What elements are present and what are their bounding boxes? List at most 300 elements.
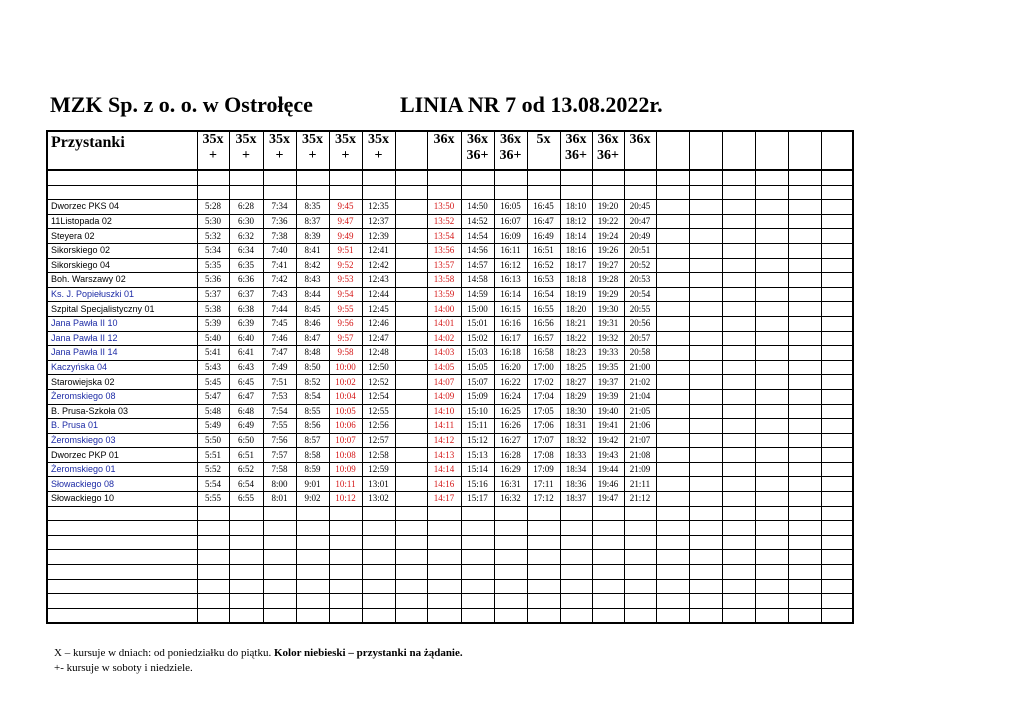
departure-time: 14:09 (427, 389, 461, 404)
departure-time: 7:55 (263, 419, 296, 434)
departure-time: 18:17 (560, 258, 592, 273)
departure-time: 19:20 (592, 200, 624, 215)
stop-row (47, 229, 853, 244)
stop-name: Szpital Specjalistyczny 01 (47, 302, 197, 317)
course-header: 36x 36+ (560, 131, 592, 170)
departure-time (722, 492, 755, 507)
departure-time (395, 258, 427, 273)
departure-time (755, 419, 788, 434)
departure-time: 19:42 (592, 433, 624, 448)
departure-time (689, 462, 722, 477)
departure-time (788, 477, 821, 492)
departure-time: 10:12 (329, 492, 362, 507)
departure-time: 21:06 (624, 419, 656, 434)
departure-time: 12:39 (362, 229, 395, 244)
departure-time: 19:28 (592, 273, 624, 288)
departure-time: 6:36 (229, 273, 263, 288)
departure-time: 19:27 (592, 258, 624, 273)
departure-time (788, 389, 821, 404)
departure-time (689, 492, 722, 507)
departure-time: 20:51 (624, 243, 656, 258)
departure-time: 18:16 (560, 243, 592, 258)
departure-time: 12:41 (362, 243, 395, 258)
departure-time: 17:00 (527, 360, 560, 375)
stop-row (47, 200, 853, 215)
departure-time: 18:20 (560, 302, 592, 317)
departure-time: 12:54 (362, 389, 395, 404)
departure-time (656, 316, 689, 331)
departure-time: 5:50 (197, 433, 229, 448)
departure-time: 14:02 (427, 331, 461, 346)
departure-time: 14:10 (427, 404, 461, 419)
departure-time (395, 273, 427, 288)
empty-row (47, 594, 853, 609)
course-header: 35x + (296, 131, 329, 170)
stop-name: B. Prusa-Szkoła 03 (47, 404, 197, 419)
departure-time: 8:59 (296, 462, 329, 477)
departure-time: 5:32 (197, 229, 229, 244)
departure-time (395, 331, 427, 346)
departure-time (656, 375, 689, 390)
departure-time (722, 389, 755, 404)
departure-time: 18:14 (560, 229, 592, 244)
departure-time (689, 389, 722, 404)
departure-time (755, 243, 788, 258)
departure-time (395, 287, 427, 302)
departure-time: 6:51 (229, 448, 263, 463)
departure-time (722, 448, 755, 463)
departure-time: 9:54 (329, 287, 362, 302)
departure-time: 17:06 (527, 419, 560, 434)
departure-time: 5:43 (197, 360, 229, 375)
departure-time: 19:44 (592, 462, 624, 477)
departure-time: 8:01 (263, 492, 296, 507)
header-row (47, 131, 853, 170)
departure-time: 16:18 (494, 346, 527, 361)
departure-time (755, 492, 788, 507)
departure-time: 12:48 (362, 346, 395, 361)
departure-time (656, 258, 689, 273)
departure-time: 6:55 (229, 492, 263, 507)
departure-time: 9:57 (329, 331, 362, 346)
departure-time: 16:27 (494, 433, 527, 448)
departure-time: 9:45 (329, 200, 362, 215)
departure-time (821, 419, 853, 434)
departure-time: 20:53 (624, 273, 656, 288)
departure-time: 13:54 (427, 229, 461, 244)
departure-time: 10:08 (329, 448, 362, 463)
departure-time (395, 462, 427, 477)
departure-time (821, 200, 853, 215)
departure-time: 19:35 (592, 360, 624, 375)
departure-time: 9:55 (329, 302, 362, 317)
departure-time: 14:07 (427, 375, 461, 390)
departure-time (788, 316, 821, 331)
departure-time: 9:56 (329, 316, 362, 331)
departure-time (821, 316, 853, 331)
departure-time: 14:50 (461, 200, 494, 215)
departure-time: 8:39 (296, 229, 329, 244)
empty-row (47, 535, 853, 550)
departure-time: 15:07 (461, 375, 494, 390)
departure-time: 12:46 (362, 316, 395, 331)
departure-time (821, 404, 853, 419)
departure-time: 17:08 (527, 448, 560, 463)
departure-time: 5:36 (197, 273, 229, 288)
departure-time: 15:17 (461, 492, 494, 507)
departure-time: 5:41 (197, 346, 229, 361)
departure-time (689, 375, 722, 390)
departure-time: 15:14 (461, 462, 494, 477)
departure-time: 18:25 (560, 360, 592, 375)
departure-time (395, 243, 427, 258)
departure-time (755, 214, 788, 229)
departure-time: 6:32 (229, 229, 263, 244)
departure-time: 7:34 (263, 200, 296, 215)
departure-time (656, 389, 689, 404)
stop-row (47, 477, 853, 492)
departure-time: 17:04 (527, 389, 560, 404)
departure-time: 6:34 (229, 243, 263, 258)
course-header (689, 131, 722, 170)
departure-time: 5:35 (197, 258, 229, 273)
empty-row (47, 185, 853, 200)
empty-row (47, 579, 853, 594)
departure-time: 14:01 (427, 316, 461, 331)
departure-time: 16:16 (494, 316, 527, 331)
departure-time: 19:47 (592, 492, 624, 507)
departure-time (755, 389, 788, 404)
departure-time (395, 492, 427, 507)
departure-time (821, 448, 853, 463)
footnote-weekdays-text: X – kursuje w dniach: od poniedziałku do piątku. (54, 647, 274, 659)
departure-time (656, 243, 689, 258)
departure-time (689, 331, 722, 346)
departure-time (656, 346, 689, 361)
departure-time: 9:47 (329, 214, 362, 229)
departure-time: 14:03 (427, 346, 461, 361)
empty-row (47, 170, 853, 185)
departure-time: 5:49 (197, 419, 229, 434)
departure-time (722, 419, 755, 434)
departure-time (689, 448, 722, 463)
departure-time: 7:49 (263, 360, 296, 375)
departure-time: 16:22 (494, 375, 527, 390)
departure-time (395, 316, 427, 331)
departure-time: 16:25 (494, 404, 527, 419)
course-header: 35x + (362, 131, 395, 170)
departure-time (788, 287, 821, 302)
stop-row (47, 302, 853, 317)
departure-time: 10:02 (329, 375, 362, 390)
stop-row (47, 404, 853, 419)
departure-time (821, 229, 853, 244)
departure-time: 18:36 (560, 477, 592, 492)
departure-time: 7:36 (263, 214, 296, 229)
departure-time: 12:59 (362, 462, 395, 477)
departure-time: 14:57 (461, 258, 494, 273)
departure-time: 12:47 (362, 331, 395, 346)
departure-time: 20:47 (624, 214, 656, 229)
departure-time (689, 229, 722, 244)
departure-time: 18:18 (560, 273, 592, 288)
departure-time: 19:22 (592, 214, 624, 229)
departure-time: 7:54 (263, 404, 296, 419)
departure-time (722, 243, 755, 258)
departure-time (821, 258, 853, 273)
footnote-request-text: Kolor niebieski – przystanki na żądanie. (273, 647, 463, 659)
departure-time: 8:37 (296, 214, 329, 229)
departure-time (788, 375, 821, 390)
departure-time (821, 243, 853, 258)
departure-time: 10:04 (329, 389, 362, 404)
departure-time (821, 375, 853, 390)
departure-time: 16:55 (527, 302, 560, 317)
departure-time (656, 287, 689, 302)
departure-time (656, 302, 689, 317)
departure-time: 5:28 (197, 200, 229, 215)
departure-time: 16:49 (527, 229, 560, 244)
stop-name: Sikorskiego 02 (47, 243, 197, 258)
departure-time: 16:07 (494, 214, 527, 229)
departure-time: 5:37 (197, 287, 229, 302)
timetable-table (46, 130, 854, 624)
empty-row (47, 565, 853, 580)
departure-time (395, 375, 427, 390)
departure-time (788, 200, 821, 215)
departure-time: 8:56 (296, 419, 329, 434)
departure-time (821, 302, 853, 317)
departure-time: 16:58 (527, 346, 560, 361)
stop-row (47, 360, 853, 375)
departure-time: 7:58 (263, 462, 296, 477)
departure-time: 6:30 (229, 214, 263, 229)
departure-time (755, 346, 788, 361)
departure-time: 16:15 (494, 302, 527, 317)
departure-time: 19:32 (592, 331, 624, 346)
departure-time: 14:52 (461, 214, 494, 229)
departure-time (788, 331, 821, 346)
departure-time: 16:14 (494, 287, 527, 302)
course-header: 35x + (329, 131, 362, 170)
course-header: 35x + (229, 131, 263, 170)
page-title (50, 92, 663, 118)
departure-time: 5:40 (197, 331, 229, 346)
empty-row (47, 506, 853, 521)
course-header: 35x + (263, 131, 296, 170)
departure-time: 12:57 (362, 433, 395, 448)
departure-time: 16:17 (494, 331, 527, 346)
departure-time (689, 287, 722, 302)
departure-time: 21:04 (624, 389, 656, 404)
course-header (788, 131, 821, 170)
departure-time: 16:29 (494, 462, 527, 477)
departure-time (656, 200, 689, 215)
departure-time (395, 389, 427, 404)
departure-time: 5:45 (197, 375, 229, 390)
departure-time: 13:02 (362, 492, 395, 507)
stop-row (47, 273, 853, 288)
departure-time: 7:47 (263, 346, 296, 361)
departure-time (821, 346, 853, 361)
departure-time: 8:00 (263, 477, 296, 492)
departure-time: 15:12 (461, 433, 494, 448)
departure-time: 9:58 (329, 346, 362, 361)
departure-time: 16:12 (494, 258, 527, 273)
departure-time (722, 331, 755, 346)
departure-time: 14:59 (461, 287, 494, 302)
departure-time (689, 316, 722, 331)
departure-time (656, 360, 689, 375)
departure-time: 18:19 (560, 287, 592, 302)
departure-time: 5:30 (197, 214, 229, 229)
stop-name: Steyera 02 (47, 229, 197, 244)
departure-time: 19:46 (592, 477, 624, 492)
course-header: 36x 36+ (592, 131, 624, 170)
departure-time: 8:58 (296, 448, 329, 463)
departure-time (689, 360, 722, 375)
departure-time: 5:38 (197, 302, 229, 317)
departure-time (656, 477, 689, 492)
departure-time (395, 360, 427, 375)
departure-time: 19:43 (592, 448, 624, 463)
departure-time (656, 214, 689, 229)
departure-time: 9:02 (296, 492, 329, 507)
departure-time: 20:54 (624, 287, 656, 302)
departure-time: 8:50 (296, 360, 329, 375)
departure-time: 8:43 (296, 273, 329, 288)
departure-time (689, 273, 722, 288)
stop-row (47, 448, 853, 463)
departure-time: 6:41 (229, 346, 263, 361)
company-title: MZK Sp. z o. o. w Ostrołęce (50, 92, 313, 117)
departure-time: 19:26 (592, 243, 624, 258)
stop-name: Boh. Warszawy 02 (47, 273, 197, 288)
departure-time: 12:37 (362, 214, 395, 229)
empty-row (47, 550, 853, 565)
departure-time (821, 287, 853, 302)
departure-time: 21:07 (624, 433, 656, 448)
departure-time (821, 477, 853, 492)
departure-time: 16:13 (494, 273, 527, 288)
departure-time: 18:30 (560, 404, 592, 419)
stop-row (47, 492, 853, 507)
departure-time (656, 404, 689, 419)
departure-time (395, 404, 427, 419)
departure-time: 18:21 (560, 316, 592, 331)
departure-time (788, 492, 821, 507)
departure-time (755, 302, 788, 317)
stop-name: 11Listopada 02 (47, 214, 197, 229)
departure-time (722, 477, 755, 492)
departure-time (656, 462, 689, 477)
departure-time: 12:55 (362, 404, 395, 419)
departure-time: 14:16 (427, 477, 461, 492)
departure-time: 7:46 (263, 331, 296, 346)
stop-name: B. Prusa 01 (47, 419, 197, 434)
departure-time (821, 492, 853, 507)
departure-time (722, 433, 755, 448)
line-title: LINIA NR 7 od 13.08.2022r. (400, 92, 663, 117)
departure-time (689, 346, 722, 361)
departure-time: 10:06 (329, 419, 362, 434)
departure-time: 16:20 (494, 360, 527, 375)
departure-time: 14:54 (461, 229, 494, 244)
departure-time (656, 331, 689, 346)
departure-time: 6:45 (229, 375, 263, 390)
departure-time (689, 302, 722, 317)
departure-time (656, 273, 689, 288)
departure-time (689, 404, 722, 419)
departure-time: 16:53 (527, 273, 560, 288)
stop-row (47, 316, 853, 331)
departure-time: 13:56 (427, 243, 461, 258)
departure-time: 6:37 (229, 287, 263, 302)
departure-time: 16:26 (494, 419, 527, 434)
departure-time: 16:54 (527, 287, 560, 302)
departure-time (722, 273, 755, 288)
departure-time: 8:45 (296, 302, 329, 317)
stop-row (47, 331, 853, 346)
departure-time: 8:57 (296, 433, 329, 448)
departure-time: 21:11 (624, 477, 656, 492)
departure-time: 6:28 (229, 200, 263, 215)
departure-time: 6:49 (229, 419, 263, 434)
departure-time: 16:57 (527, 331, 560, 346)
course-header: 36x 36+ (461, 131, 494, 170)
departure-time: 12:58 (362, 448, 395, 463)
departure-time (722, 302, 755, 317)
departure-time: 20:49 (624, 229, 656, 244)
departure-time: 19:29 (592, 287, 624, 302)
stop-name: Żeromskiego 01 (47, 462, 197, 477)
departure-time: 6:52 (229, 462, 263, 477)
empty-row (47, 521, 853, 536)
departure-time: 7:57 (263, 448, 296, 463)
departure-time: 20:52 (624, 258, 656, 273)
departure-time (788, 302, 821, 317)
departure-time: 16:05 (494, 200, 527, 215)
departure-time: 16:47 (527, 214, 560, 229)
course-header (656, 131, 689, 170)
departure-time: 15:11 (461, 419, 494, 434)
departure-time (722, 258, 755, 273)
departure-time: 12:43 (362, 273, 395, 288)
departure-time (788, 258, 821, 273)
departure-time: 14:00 (427, 302, 461, 317)
departure-time: 5:48 (197, 404, 229, 419)
departure-time: 15:00 (461, 302, 494, 317)
departure-time: 7:56 (263, 433, 296, 448)
departure-time: 18:22 (560, 331, 592, 346)
departure-time: 16:09 (494, 229, 527, 244)
departure-time (395, 229, 427, 244)
departure-time (722, 360, 755, 375)
departure-time: 16:11 (494, 243, 527, 258)
stop-row (47, 462, 853, 477)
departure-time (755, 331, 788, 346)
departure-time: 14:58 (461, 273, 494, 288)
departure-time: 17:07 (527, 433, 560, 448)
departure-time: 7:53 (263, 389, 296, 404)
departure-time (395, 214, 427, 229)
course-header (821, 131, 853, 170)
stop-name: Dworzec PKP 01 (47, 448, 197, 463)
departure-time: 19:33 (592, 346, 624, 361)
departure-time: 9:52 (329, 258, 362, 273)
departure-time: 9:01 (296, 477, 329, 492)
departure-time: 18:34 (560, 462, 592, 477)
